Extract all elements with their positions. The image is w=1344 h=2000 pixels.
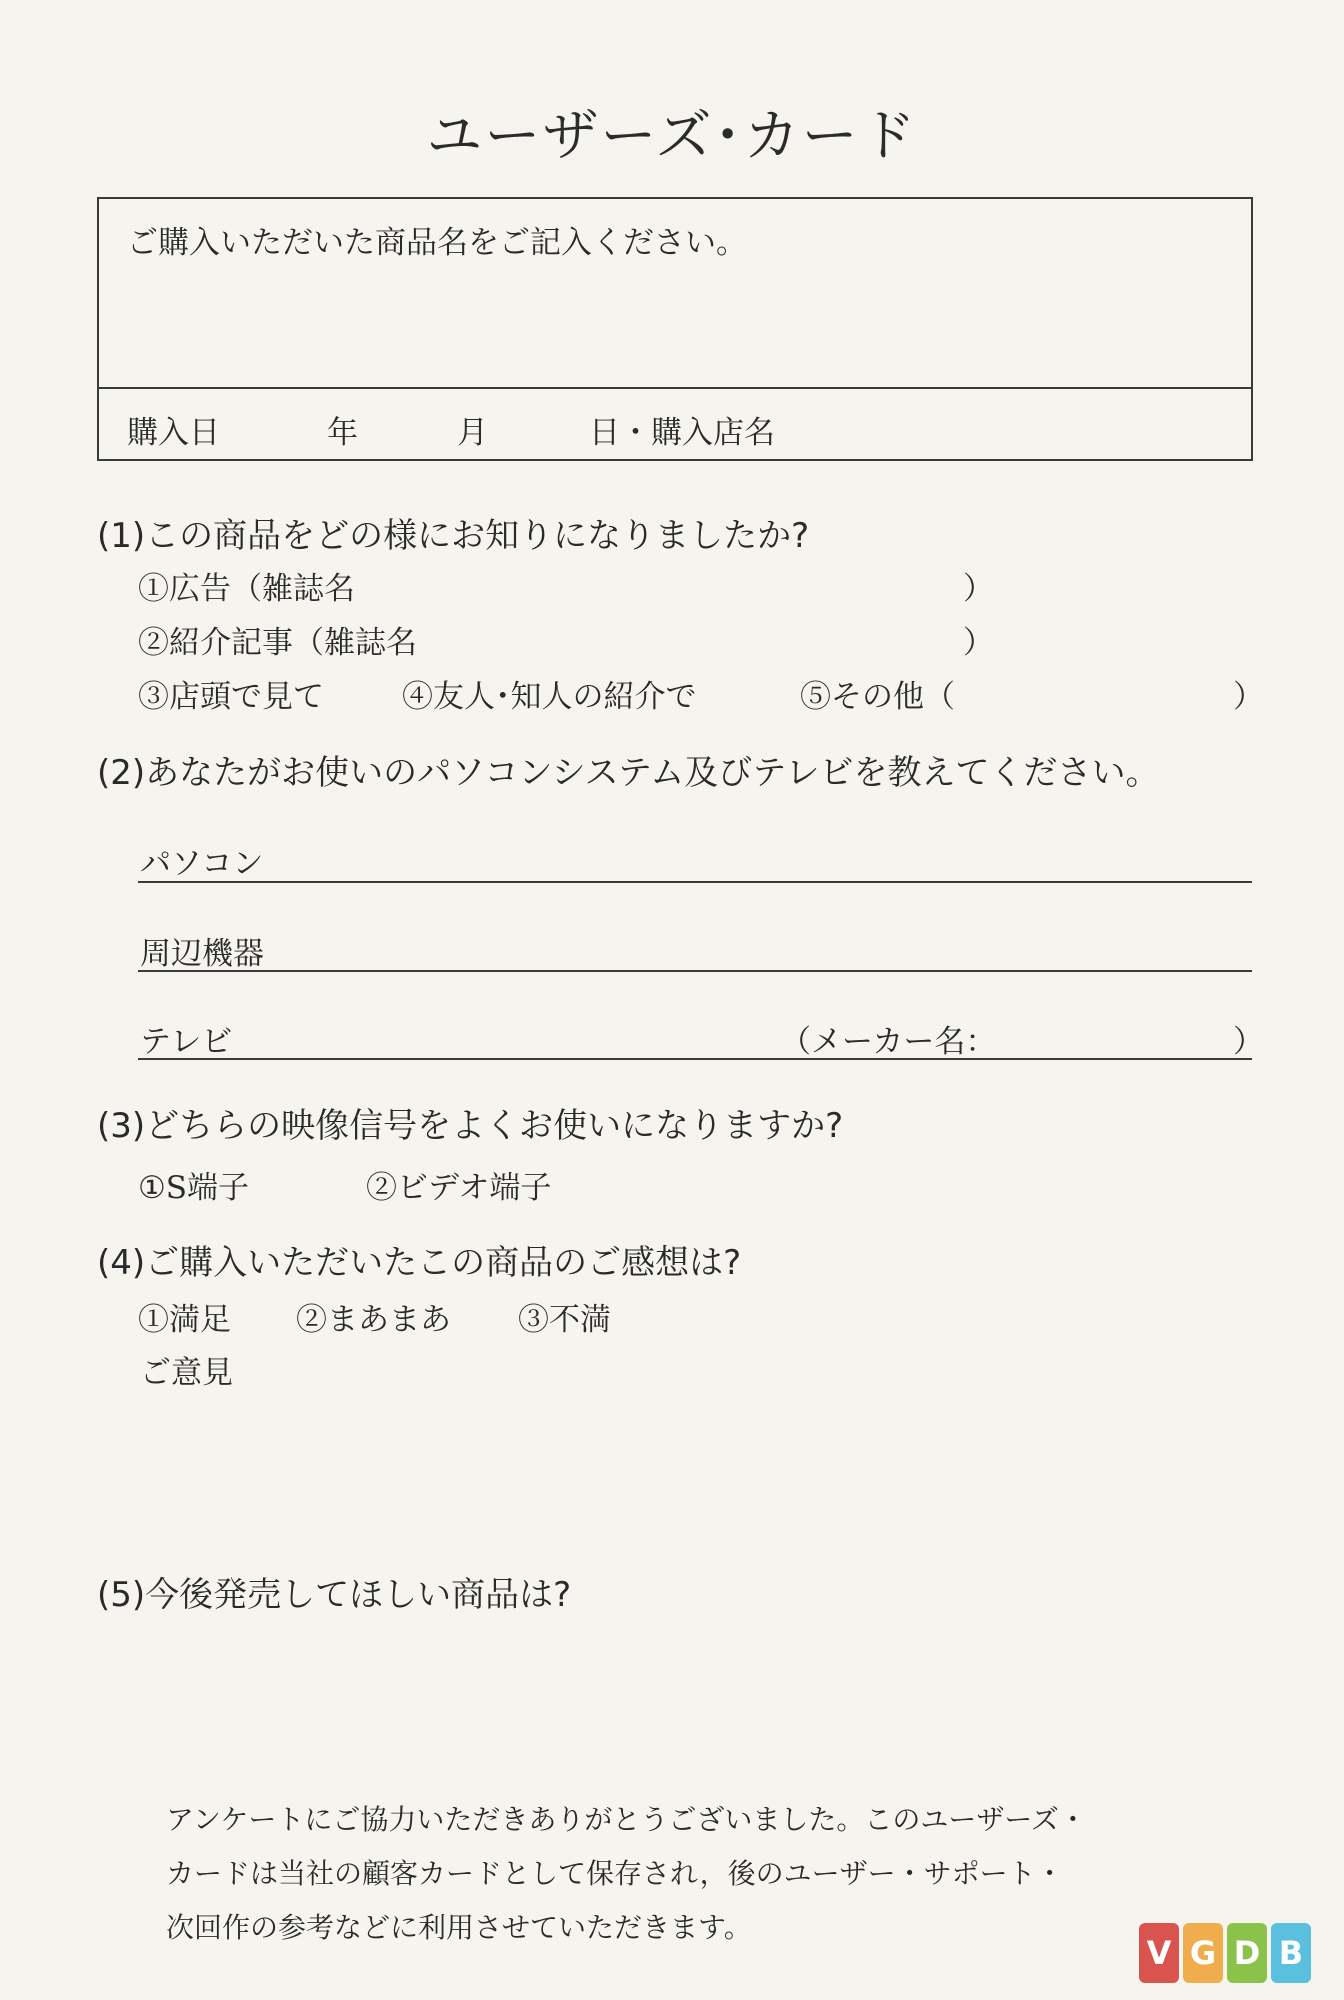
q1-option-2-close: ） — [963, 625, 994, 661]
pc-label: パソコン — [140, 846, 264, 882]
day-store-label: 日・購入店名 — [589, 415, 775, 451]
product-info-box — [97, 197, 1253, 461]
q4-option-1: ①満足 — [138, 1302, 231, 1338]
product-name-prompt: ご購入いただいた商品名をご記入ください。 — [127, 225, 747, 261]
card-title: ユーザーズ･カード — [426, 104, 918, 169]
q4-option-2: ②まあまあ — [296, 1302, 451, 1338]
peripherals-label: 周辺機器 — [140, 936, 264, 972]
peripherals-line — [138, 970, 1252, 972]
q1-option-5: ⑤その他（ — [800, 679, 955, 715]
tv-maker-label: （メーカー名： — [780, 1024, 997, 1060]
tv-line — [138, 1058, 1252, 1060]
q1-option-1: ①広告（雑誌名 — [138, 571, 355, 607]
pc-line — [138, 881, 1252, 883]
q1-option-2: ②紹介記事（雑誌名 — [138, 625, 417, 661]
question-3: (3)どちらの映像信号をよくお使いになりますか? — [97, 1106, 844, 1146]
q3-option-1: ①S端子 — [138, 1170, 250, 1206]
tv-label: テレビ — [140, 1024, 233, 1060]
watermark-g: G — [1183, 1923, 1223, 1983]
q1-option-4: ④友人･知人の紹介で — [402, 679, 697, 715]
q3-option-2: ②ビデオ端子 — [366, 1170, 552, 1206]
footer-line-2: カードは当社の顧客カードとして保存され，後のユーザー・サポート・ — [166, 1857, 1064, 1890]
question-5: (5)今後発売してほしい商品は? — [97, 1575, 572, 1615]
watermark-b: B — [1271, 1923, 1311, 1983]
question-4: (4)ご購入いただいたこの商品のご感想は? — [97, 1243, 742, 1283]
year-label: 年 — [327, 415, 358, 451]
box-divider — [99, 387, 1251, 389]
footer-line-3: 次回作の参考などに利用させていただきます。 — [166, 1911, 752, 1944]
q1-option-3: ③店頭で見て — [138, 679, 324, 715]
question-1: (1)この商品をどの様にお知りになりましたか? — [97, 516, 810, 556]
purchase-date-label: 購入日 — [127, 415, 220, 451]
question-2: (2)あなたがお使いのパソコンシステム及びテレビを教えてください。 — [97, 753, 1160, 793]
month-label: 月 — [457, 415, 488, 451]
watermark-d: D — [1227, 1923, 1267, 1983]
q1-option-5-close: ） — [1233, 679, 1264, 715]
watermark-v: V — [1139, 1923, 1179, 1983]
q4-opinion-label: ご意見 — [140, 1355, 233, 1391]
q4-option-3: ③不満 — [518, 1302, 611, 1338]
q1-option-1-close: ） — [963, 571, 994, 607]
footer-line-1: アンケートにご協力いただきありがとうございました。このユーザーズ・ — [166, 1803, 1087, 1836]
tv-maker-close: ） — [1233, 1024, 1264, 1060]
